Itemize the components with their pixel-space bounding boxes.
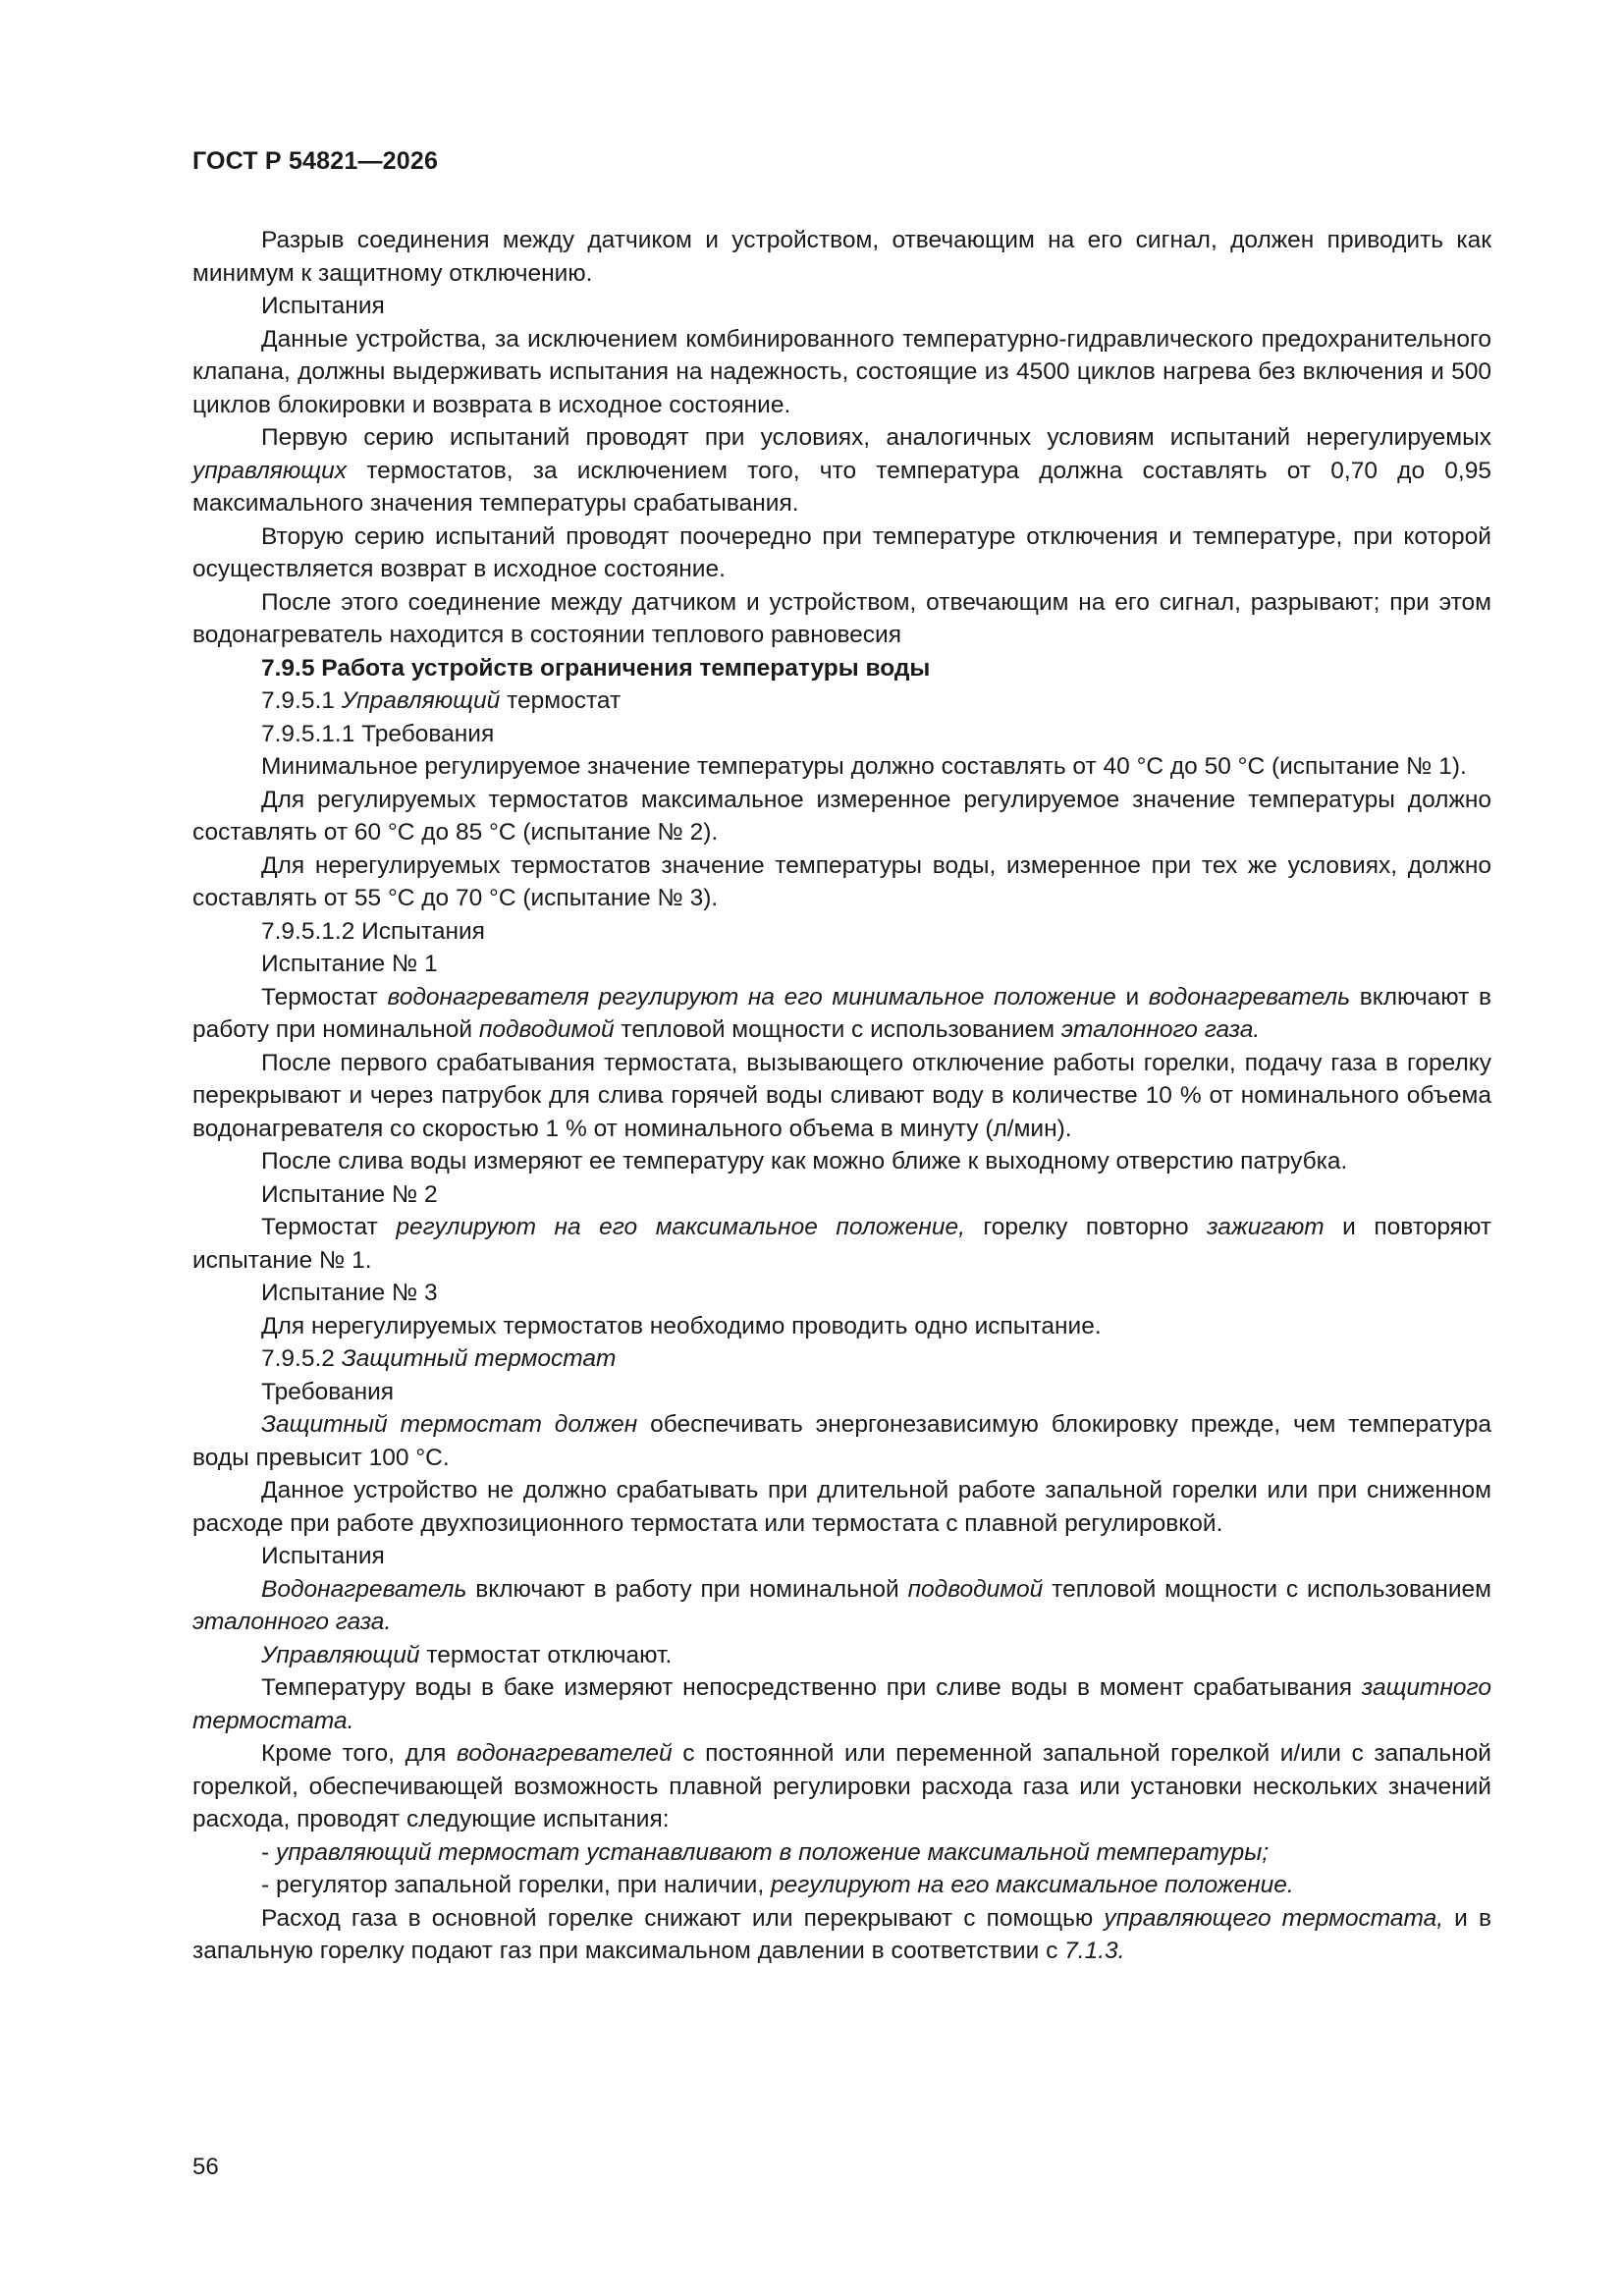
paragraph: Кроме того, для водонагревателей с постоянной или переменной запальной горелкой и/или с запальной горелкой, обеспечивающей возможность плавной регулировки расхода газа или установки нескольких значений расхода, проводят следующие испытания: xyxy=(192,1740,1491,1832)
list-item: - управляющий термостат устанавливают в положение максимальной температуры; xyxy=(261,1838,1270,1866)
paragraph: Вторую серию испытаний проводят поочередно при температуре отключения и температуре, при которой осуществляется возврат в исходное состояние. xyxy=(192,522,1491,582)
paragraph: Требования xyxy=(261,1378,395,1405)
paragraph: 7.9.5.1.1 Требования xyxy=(261,720,495,747)
paragraph: Минимальное регулируемое значение температуры должно составлять от 40 °C до 50 °C (испытание № 1). xyxy=(261,753,1467,780)
paragraph: Для нерегулируемых термостатов необходимо проводить одно испытание. xyxy=(261,1312,1102,1339)
paragraph: Данное устройство не должно срабатывать при длительной работе запальной горелки или при сниженном расходе при работе двухпозиционного термостата или термостата с плавной регулировкой. xyxy=(192,1477,1491,1537)
paragraph: 7.9.5.1.2 Испытания xyxy=(261,917,485,945)
paragraph: Для нерегулируемых термостатов значение температуры воды, измеренное при тех же условиях, должно составлять от 55 °C до 70 °C (испытание № 3). xyxy=(192,851,1491,911)
paragraph: 7.9.5.1 Управляющий термостат xyxy=(261,687,622,714)
paragraph: Первую серию испытаний проводят при условиях, аналогичных условиям испытаний нерегулируемых управляющих термостатов, за исключением того, что температура должна составлять от 0,70 до 0,95 максимального значения температуры срабатывания. xyxy=(192,424,1491,517)
paragraph: Управляющий термостат отключают. xyxy=(261,1641,673,1668)
list-item: - регулятор запальной горелки, при наличии, регулируют на его максимальное положение. xyxy=(261,1872,1294,1898)
paragraph: Термостат регулируют на его максимальное положение, горелку повторно зажигают и повторяют испытание № 1. xyxy=(192,1214,1492,1274)
paragraph: Испытание № 2 xyxy=(261,1180,438,1208)
document-body xyxy=(192,224,1491,1968)
paragraph: Испытания xyxy=(261,293,385,319)
paragraph: Для регулируемых термостатов максимальное измеренное регулируемое значение температуры должно составлять от 60 °C до 85 °C (испытание № 2). xyxy=(192,786,1491,846)
paragraph: Защитный термостат должен обеспечивать энергонезависимую блокировку прежде, чем температура воды превысит 100 °C. xyxy=(192,1411,1491,1471)
paragraph: 7.9.5.2 Защитный термостат xyxy=(261,1345,617,1372)
paragraph: Испытания xyxy=(261,1543,385,1569)
paragraph: Испытание № 3 xyxy=(261,1280,438,1306)
paragraph: После первого срабатывания термостата, вызывающего отключение работы горелки, подачу газа в горелку перекрывают и через патрубок для слива горячей воды сливают воду в количестве 10 % от номинального объема водонагревателя со скоростью 1 % от номинального объема в минуту (л/мин). xyxy=(192,1049,1491,1142)
document-code-header: ГОСТ Р 54821—2026 xyxy=(192,147,439,175)
paragraph: Испытание № 1 xyxy=(261,951,438,977)
paragraph: После слива воды измеряют ее температуру как можно ближе к выходному отверстию патрубка. xyxy=(261,1148,1348,1175)
paragraph: Водонагреватель включают в работу при номинальной подводимой тепловой мощности с использованием эталонного газа. xyxy=(192,1575,1491,1635)
section-heading: 7.9.5 Работа устройств ограничения температуры воды xyxy=(261,654,931,682)
paragraph: Температуру воды в баке измеряют непосредственно при сливе воды в момент срабатывания защитного термостата. xyxy=(192,1674,1491,1734)
paragraph: После этого соединение между датчиком и устройством, отвечающим на его сигнал, разрывают; при этом водонагреватель находится в состоянии теплового равновесия xyxy=(192,588,1491,648)
paragraph: Термостат водонагревателя регулируют на его минимальное положение и водонагреватель включают в работу при номинальной подводимой тепловой мощности с использованием эталонного газа. xyxy=(192,983,1491,1043)
paragraph: Данные устройства, за исключением комбинированного температурно-гидравлического предохранительного клапана, должны выдерживать испытания на надежность, состоящие из 4500 циклов нагрева без включения и 500 циклов блокировки и возврата в исходное состояние. xyxy=(192,325,1491,418)
paragraph: Разрыв соединения между датчиком и устройством, отвечающим на его сигнал, должен приводить как минимум к защитному отключению. xyxy=(192,227,1491,287)
paragraph: Расход газа в основной горелке снижают или перекрывают с помощью управляющего термостата, и в запальную горелку подают газ при максимальном давлении в соответствии с 7.1.3. xyxy=(192,1904,1491,1964)
page-number: 56 xyxy=(192,2154,219,2180)
